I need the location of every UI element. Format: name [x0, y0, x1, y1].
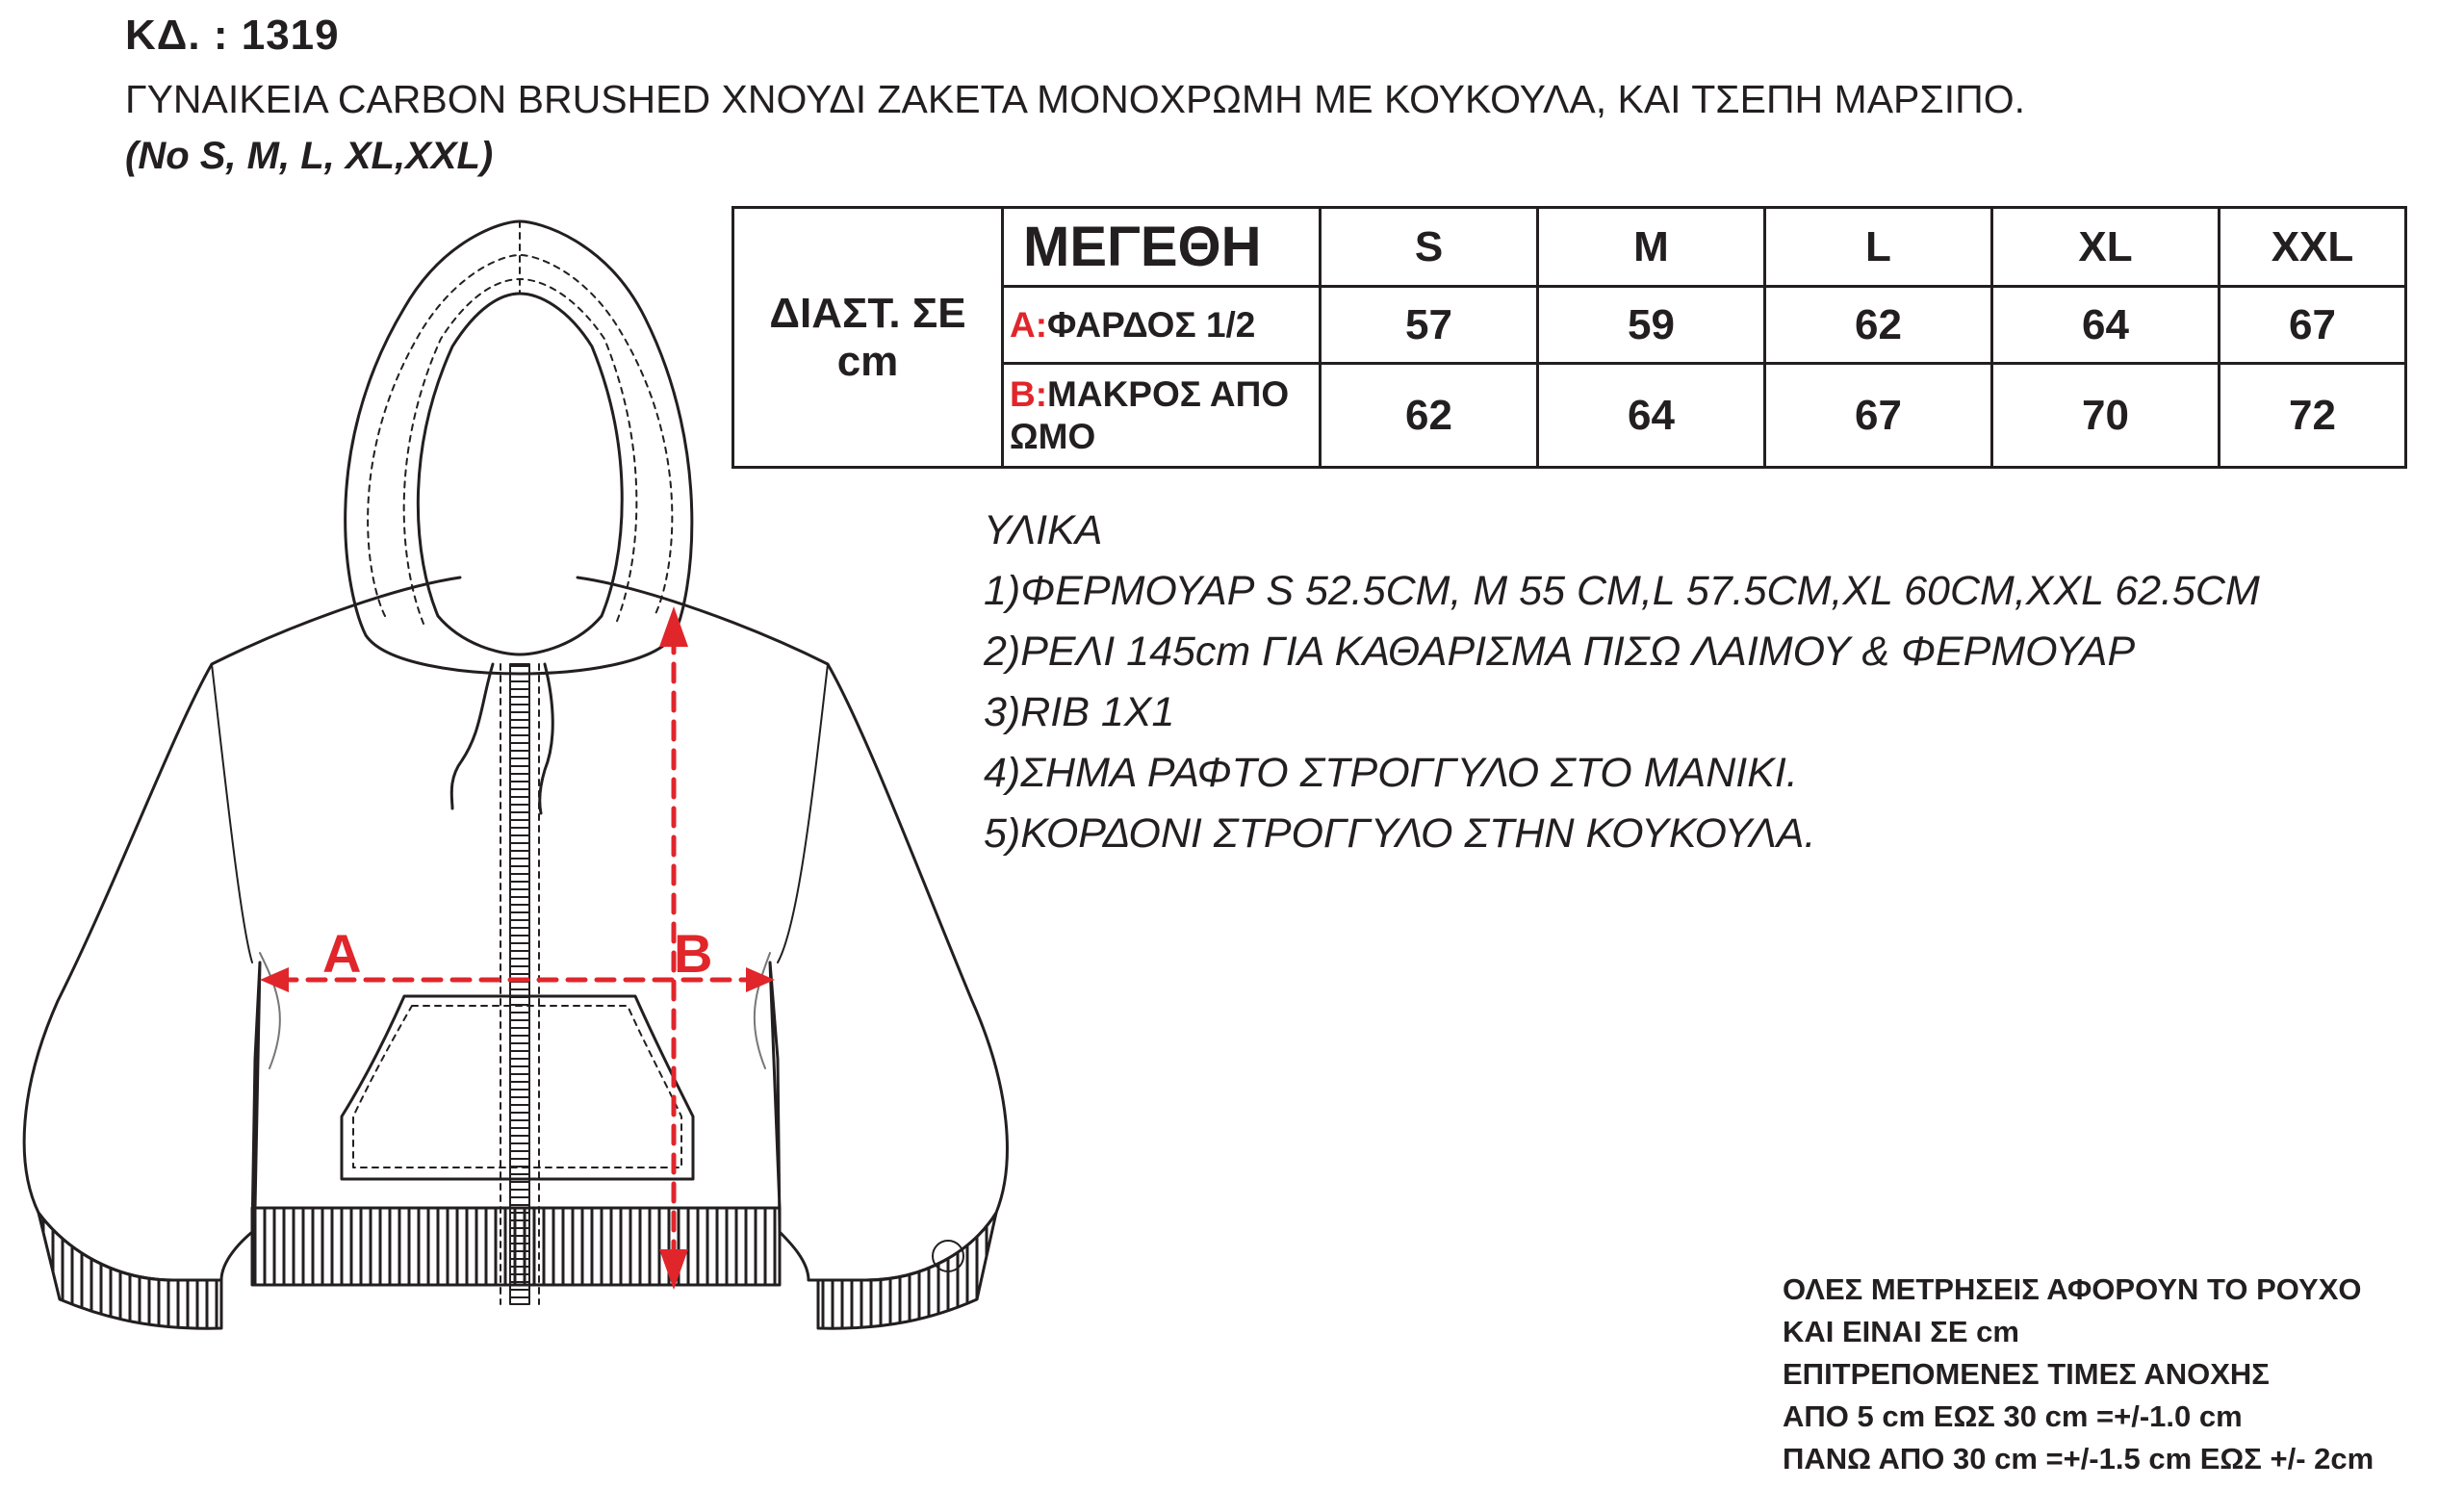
tolerance-note — [1783, 1269, 2374, 1480]
measure-name: ΜΑΚΡΟΣ ΑΠΟ ΩΜΟ — [1010, 373, 1290, 456]
hood-opening — [418, 294, 622, 654]
table-cell: 67 — [2220, 287, 2406, 364]
drawstring — [451, 664, 493, 808]
left-cuff — [38, 1213, 221, 1328]
measure-key: A: — [1010, 304, 1048, 345]
hood-stitching — [368, 255, 672, 616]
size-header: XL — [1992, 208, 2220, 287]
measure-key: B: — [1010, 373, 1048, 414]
table-cell: 64 — [1538, 364, 1765, 468]
measure-name: ΦΑΡΔΟΣ 1/2 — [1047, 304, 1256, 345]
table-cell: 62 — [1321, 364, 1538, 468]
garment-technical-drawing — [0, 212, 1040, 1347]
list-item: 5)ΚΟΡΔΟΝΙ ΣΤΡΟΓΓΥΛΟ ΣΤΗΝ ΚΟΥΚΟΥΛΑ. — [984, 810, 1816, 857]
sizes-note: (No S, M, L, XL,XXL) — [125, 135, 494, 177]
dimensions-label: ΔΙΑΣΤ. ΣΕ cm — [733, 208, 1003, 468]
list-item: 4)ΣΗΜΑ ΡΑΦΤΟ ΣΤΡΟΓΓΥΛΟ ΣΤΟ ΜΑΝΙΚΙ. — [984, 750, 1798, 796]
size-header: M — [1538, 208, 1765, 287]
size-header: XXL — [2220, 208, 2406, 287]
list-item: 1)ΦΕΡΜΟΥΑΡ S 52.5CM, M 55 CM,L 57.5CM,XL 60CM,XXL 62.5CM — [984, 568, 2260, 614]
table-cell: 59 — [1538, 287, 1765, 364]
size-header: S — [1321, 208, 1538, 287]
right-cuff — [818, 1213, 996, 1328]
materials-list — [984, 500, 2260, 864]
table-cell: 72 — [2220, 364, 2406, 468]
table-cell: 62 — [1765, 287, 1992, 364]
drawstring — [540, 664, 552, 813]
hood-opening-stitching — [404, 279, 637, 624]
waist-rib — [252, 1208, 780, 1285]
tolerance-line: ΚΑΙ ΕΙΝΑΙ ΣΕ cm — [1783, 1315, 2019, 1348]
sizes-label: ΜΕΓΕΘΗ — [1003, 208, 1321, 287]
table-cell: 67 — [1765, 364, 1992, 468]
materials-title: ΥΛΙΚΑ — [984, 507, 1103, 553]
measure-a-label: A — [322, 923, 362, 984]
table-cell: 64 — [1992, 287, 2220, 364]
table-cell: 70 — [1992, 364, 2220, 468]
table-cell: 57 — [1321, 287, 1538, 364]
list-item: 2)ΡΕΛΙ 145cm ΓΙΑ ΚΑΘΑΡΙΣΜΑ ΠΙΣΩ ΛΑΙΜΟΥ & ΦΕΡΜΟΥΑΡ — [984, 629, 2136, 675]
list-item: 3)RIB 1X1 — [984, 689, 1175, 735]
hood-outline — [346, 221, 692, 674]
measure-b-label: B — [674, 923, 713, 984]
product-description: ΓΥΝΑΙΚΕΙΑ CARBON BRUSHED ΧΝΟΥΔΙ ΖΑΚΕΤΑ ΜΟΝΟΧΡΩΜΗ ΜΕ ΚΟΥΚΟΥΛΑ, ΚΑΙ ΤΣΕΠΗ ΜΑΡΣΙΠΟ. — [125, 77, 2026, 121]
sleeve-seam — [212, 664, 252, 962]
tolerance-line: ΑΠΟ 5 cm ΕΩΣ 30 cm =+/-1.0 cm — [1783, 1399, 2243, 1433]
size-header: L — [1765, 208, 1992, 287]
measure-label — [1003, 364, 1321, 468]
measure-label — [1003, 287, 1321, 364]
tolerance-line: ΠΑΝΩ ΑΠΟ 30 cm =+/-1.5 cm ΕΩΣ +/- 2cm — [1783, 1442, 2374, 1475]
sleeve-seam — [778, 664, 828, 962]
product-code: ΚΔ. : 1319 — [125, 12, 340, 59]
tolerance-line: ΕΠΙΤΡΕΠΟΜΕΝΕΣ ΤΙΜΕΣ ΑΝΟΧΗΣ — [1783, 1357, 2270, 1391]
tolerance-line: ΟΛΕΣ ΜΕΤΡΗΣΕΙΣ ΑΦΟΡΟΥΝ ΤΟ ΡΟΥΧΟ — [1783, 1272, 2362, 1306]
